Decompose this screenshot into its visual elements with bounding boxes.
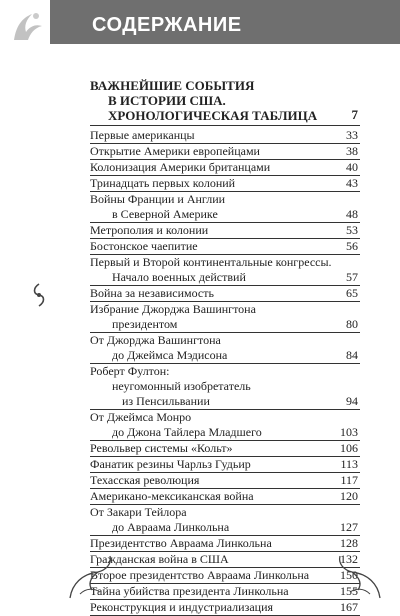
toc-entry-title: Техасская революция xyxy=(90,473,200,487)
toc-entry xyxy=(90,600,360,616)
toc-entry-page-number: 80 xyxy=(346,317,358,331)
toc-entry-title: От Джорджа Вашингтона xyxy=(90,333,221,347)
toc-entry-title: Война за независимость xyxy=(90,286,214,300)
toc-entry-title: до Авраама Линкольна xyxy=(112,520,230,534)
toc-entry-title: Реконструкция и индустриализация xyxy=(90,600,274,614)
toc-entry xyxy=(90,489,360,505)
toc-entry-title: Гражданская война в США xyxy=(90,552,229,566)
toc-entry xyxy=(90,364,360,410)
toc-entry-page-number: 120 xyxy=(340,489,358,503)
toc-entry-title: Избрание Джорджа Вашингтона xyxy=(90,302,256,316)
toc-entry-page-number: 53 xyxy=(346,223,358,237)
toc-entry-title: Первый и Второй континентальные конгрессы. xyxy=(90,255,332,269)
toc-entry xyxy=(90,410,360,441)
toc-entry xyxy=(90,505,360,536)
toc-entry xyxy=(90,144,360,160)
toc-entry-title: Войны Франции и Англии xyxy=(90,192,226,206)
toc-entry xyxy=(90,457,360,473)
toc-entry-title: из Пенсильвании xyxy=(122,394,210,408)
toc-entry-title: Начало военных действий xyxy=(112,270,246,284)
section-heading-line: В ИСТОРИИ США. xyxy=(108,93,226,108)
toc-entry-title: в Северной Америке xyxy=(112,207,218,221)
section-heading-line: ВАЖНЕЙШИЕ СОБЫТИЯ xyxy=(90,78,255,93)
toc-entry xyxy=(90,239,360,255)
page-title: СОДЕРЖАНИЕ xyxy=(92,14,242,36)
toc-entry-title: От Закари Тейлора xyxy=(90,505,187,519)
toc-entry xyxy=(90,302,360,333)
toc-entry-page-number: 106 xyxy=(340,441,358,455)
toc-entry-page-number: 150 xyxy=(340,568,358,582)
toc-entry xyxy=(90,160,360,176)
toc-entry-page-number: 155 xyxy=(340,584,358,598)
toc-entry-title: Фанатик резины Чарльз Гудьир xyxy=(90,457,251,471)
toc-entry-page-number: 48 xyxy=(346,207,358,221)
toc-entry-title: до Джеймса Мэдисона xyxy=(112,348,228,362)
toc-entry-title: Американо-мексиканская война xyxy=(90,489,254,503)
toc-entry-page-number: 65 xyxy=(346,286,358,300)
toc-entry-title: Президентство Авраама Линкольна xyxy=(90,536,272,550)
toc-entry xyxy=(90,192,360,223)
toc-entry-title: Открытие Америки европейцами xyxy=(90,144,260,158)
section-heading-line: ХРОНОЛОГИЧЕСКАЯ ТАБЛИЦА xyxy=(108,108,318,123)
toc-entry-page-number: 38 xyxy=(346,144,358,158)
toc-entry xyxy=(90,255,360,286)
toc-entry-title: президентом xyxy=(112,317,178,331)
toc-entry-page-number: 84 xyxy=(346,348,358,362)
toc-entry-page-number: 127 xyxy=(340,520,358,534)
toc-entry-title: Револьвер системы «Кольт» xyxy=(90,441,233,455)
toc-entries xyxy=(90,128,360,616)
toc-entry xyxy=(90,333,360,364)
toc-entry-page-number: 113 xyxy=(340,457,358,471)
toc-entry-title: до Джона Тайлера Младшего xyxy=(112,425,262,439)
toc-entry-title: Колонизация Америки британцами xyxy=(90,160,271,174)
toc-entry xyxy=(90,128,360,144)
section-heading xyxy=(90,78,360,126)
toc-entry-page-number: 128 xyxy=(340,536,358,550)
toc-entry-page-number: 117 xyxy=(340,473,358,487)
toc-entry-page-number: 132 xyxy=(340,552,358,566)
toc-entry-page-number: 94 xyxy=(346,394,358,408)
toc-entry-title: Второе президентство Авраама Линкольна xyxy=(90,568,310,582)
toc-entry-title: От Джеймса Монро xyxy=(90,410,192,424)
toc-entry-title: неугомонный изобретатель xyxy=(112,379,251,393)
toc-entry-title: Метрополия и колонии xyxy=(90,223,209,237)
toc-entry-title: Бостонское чаепитие xyxy=(90,239,198,253)
toc-entry-page-number: 167 xyxy=(340,600,358,614)
toc-entry-title: Роберт Фултон: xyxy=(90,364,170,378)
toc-entry-title: Первые американцы xyxy=(90,128,195,142)
toc-entry-page-number: 103 xyxy=(340,425,358,439)
corner-ornament-icon xyxy=(8,6,48,46)
table-of-contents xyxy=(90,78,360,616)
bottom-ornament-icon xyxy=(50,550,400,600)
section-page-number: 7 xyxy=(351,107,358,122)
toc-entry-title: Тайна убийства президента Линкольна xyxy=(90,584,289,598)
toc-entry xyxy=(90,473,360,489)
toc-entry xyxy=(90,223,360,239)
toc-entry-title: Тринадцать первых колоний xyxy=(90,176,236,190)
side-ornament-icon xyxy=(30,282,48,308)
toc-entry xyxy=(90,176,360,192)
toc-entry-page-number: 57 xyxy=(346,270,358,284)
toc-entry-page-number: 40 xyxy=(346,160,358,174)
toc-entry-page-number: 56 xyxy=(346,239,358,253)
toc-entry xyxy=(90,441,360,457)
toc-entry-page-number: 33 xyxy=(346,128,358,142)
toc-entry xyxy=(90,286,360,302)
toc-entry-page-number: 43 xyxy=(346,176,358,190)
